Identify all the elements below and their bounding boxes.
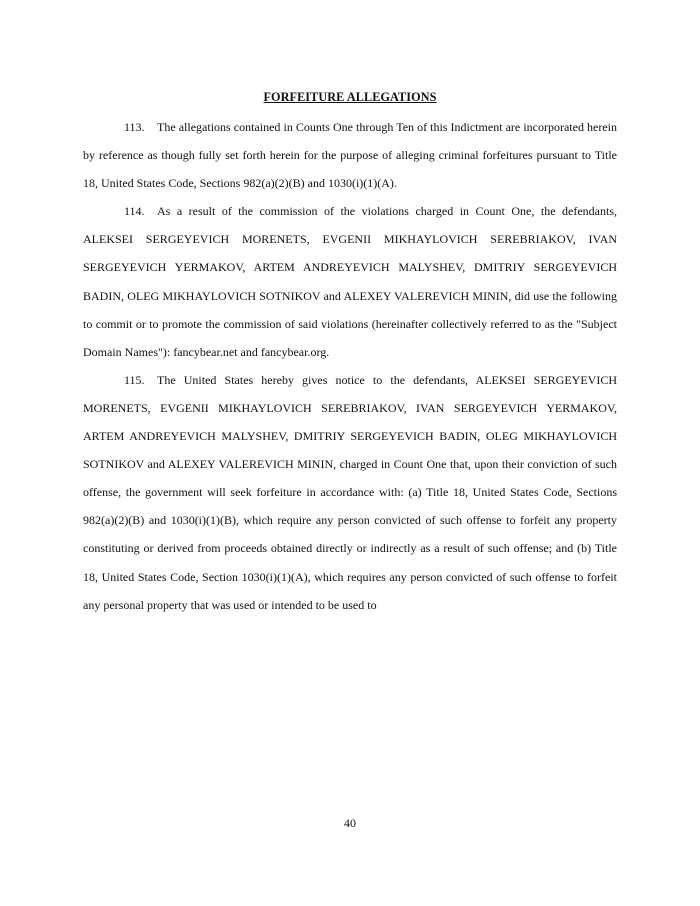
paragraph-text: The United States hereby gives notice to the defendants, ALEKSEI SERGEYEVICH MORENETS, EVGENII MIKHAYLOVICH SEREBRIAKOV, IVAN SERGEYEVICH YERMAKOV, ARTEM ANDREYEVICH MALYSHEV, DMITRIY SERGEYEVICH BADIN, OLEG MIKHAYLOVICH SOTNIKOV and ALEXEY VALEREVICH MININ, charged in Count One that, upon their conviction of such offense, the government will seek forfeiture in accordance with: (a) Title 18, United States Code, Sections 982(a)(2)(B) and 1030(i)(1)(B), which require any person convicted of such offense to forfeit any property constituting or derived from proceeds obtained directly or indirectly as a result of such offense; and (b) Title 18, United States Code, Section 1030(i)(1)(A), which requires any person convicted of such offense to forfeit any personal property that was used or intended to be used to <box>83 372 617 612</box>
document-body <box>83 113 617 619</box>
paragraph-number: 113. <box>124 120 145 134</box>
paragraph-number: 114. <box>124 204 145 219</box>
page-number: 40 <box>344 816 356 830</box>
paragraph-113 <box>83 113 617 197</box>
paragraph-114 <box>83 197 617 366</box>
paragraph-text: As a result of the commission of the violations charged in Count One, the defendants, ALEKSEI SERGEYEVICH MORENETS, EVGENII MIKHAYLOVICH SEREBRIAKOV, IVAN SERGEYEVICH YERMAKOV, ARTEM ANDREYEVICH MALYSHEV, DMITRIY SERGEYEVICH BADIN, OLEG MIKHAYLOVICH SOTNIKOV and ALEXEY VALEREVICH MININ, did use the following to commit or to promote the commission of said violations (hereinafter collectively referred to as the "Subject Domain Names"): fancybear.net and fancybear.org. <box>83 204 617 359</box>
paragraph-number: 115. <box>124 372 145 387</box>
section-heading: FORFEITURE ALLEGATIONS <box>263 90 437 104</box>
paragraph-115 <box>83 366 617 619</box>
paragraph-text: The allegations contained in Counts One through Ten of this Indictment are incorporated herein by reference as though fully set forth herein for the purpose of alleging criminal forfeitures pursuant to Title 18, United States Code, Sections 982(a)(2)(B) and 1030(i)(1)(A). <box>83 120 617 191</box>
